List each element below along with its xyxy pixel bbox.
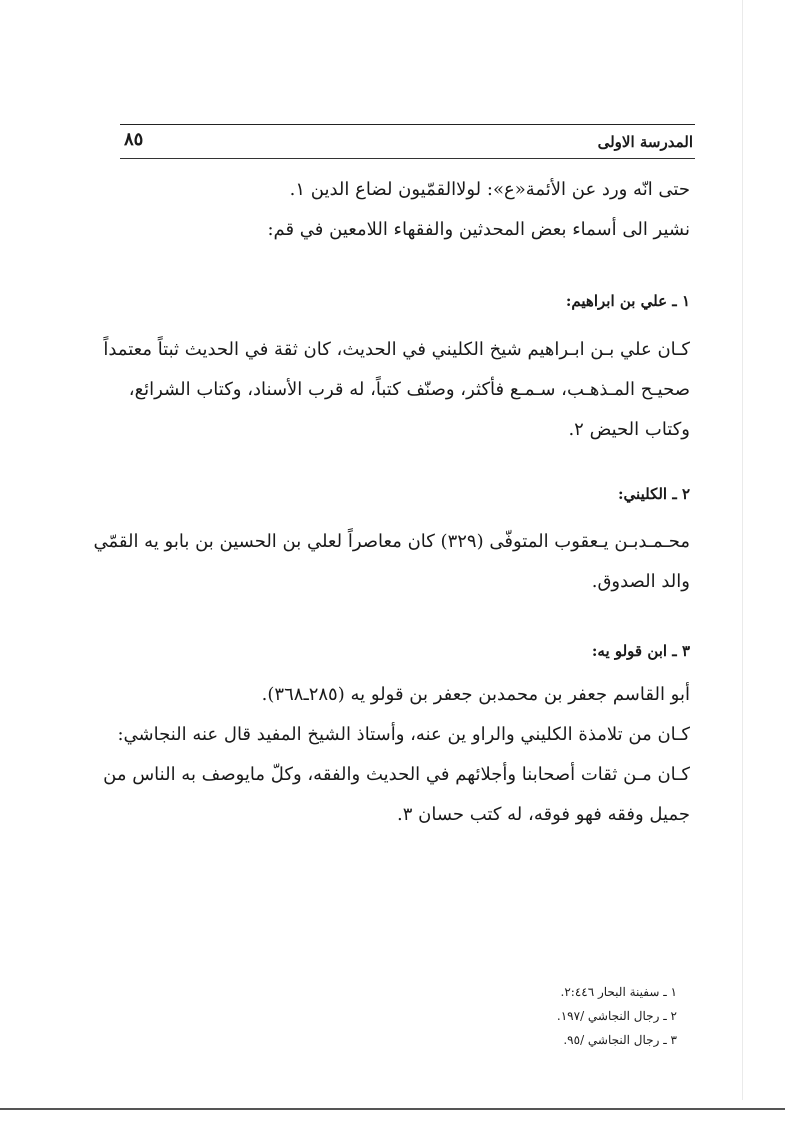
intro-line: حتى انّه ورد عن الأئمة«ع»: لولاالقمّيون لضاع الدين ١.: [289, 179, 690, 200]
intro-line: نشير الى أسماء بعض المحدثين والفقهاء اللامعين في قم:: [267, 219, 690, 240]
running-header-title: المدرسة الاولى: [597, 133, 693, 151]
footnote: ٣ ـ رجال النجاشي /٩٥.: [563, 1033, 677, 1047]
intro-paragraph: [267, 170, 690, 250]
header-bottom-rule: [120, 158, 695, 159]
section-paragraph: [93, 522, 690, 602]
paragraph-line: وكتاب الحيض ٢.: [568, 419, 690, 440]
paragraph-line: كـان من تلامذة الكليني والراو ين عنه، وأستاذ الشيخ المفيد قال عنه النجاشي:: [117, 724, 690, 745]
paragraph-line: والد الصدوق.: [591, 571, 690, 592]
footnote: ١ ـ سفينة البحار ٢:٤٤٦.: [560, 985, 677, 999]
section-heading: ٢ ـ الكليني:: [618, 485, 690, 503]
paragraph-line: كـان علي بـن ابـراهيم شيخ الكليني في الحديث، كان ثقة في الحديث ثبتاً معتمداً: [103, 339, 690, 360]
paragraph-line: كـان مـن ثقات أصحابنا وأجلائهم في الحديث والفقه، وكلّ مايوصف به الناس من: [103, 764, 690, 785]
paragraph-line: محـمـدبـن يـعقوب المتوفّى (٣٢٩) كان معاصراً لعلي بن الحسين بن بابو يه القمّي: [93, 531, 690, 552]
section-heading: ٣ ـ ابن قولو يه:: [591, 642, 690, 660]
section-paragraph: [103, 675, 690, 835]
scan-edge-line: [742, 0, 743, 1100]
section-heading: ١ ـ علي بن ابراهيم:: [565, 292, 690, 310]
footnote: ٢ ـ رجال النجاشي /١٩٧.: [556, 1009, 677, 1023]
header-top-rule: [120, 124, 695, 125]
bottom-scan-rule: [0, 1108, 785, 1110]
section-paragraph: [103, 330, 690, 450]
paragraph-line: أبو القاسم جعفر بن محمدبن جعفر بن قولو يه (٢٨٥ـ٣٦٨).: [261, 684, 690, 705]
footnotes: [557, 980, 677, 1052]
page-number: ٨٥: [124, 129, 144, 150]
paragraph-line: جميل وفقه فهو فوقه، له كتب حسان ٣.: [397, 804, 690, 825]
paragraph-line: صحيـح المـذهـب، سـمـع فأكثر، وصنّف كتباً، له قرب الأسناد، وكتاب الشرائع،: [128, 379, 690, 400]
